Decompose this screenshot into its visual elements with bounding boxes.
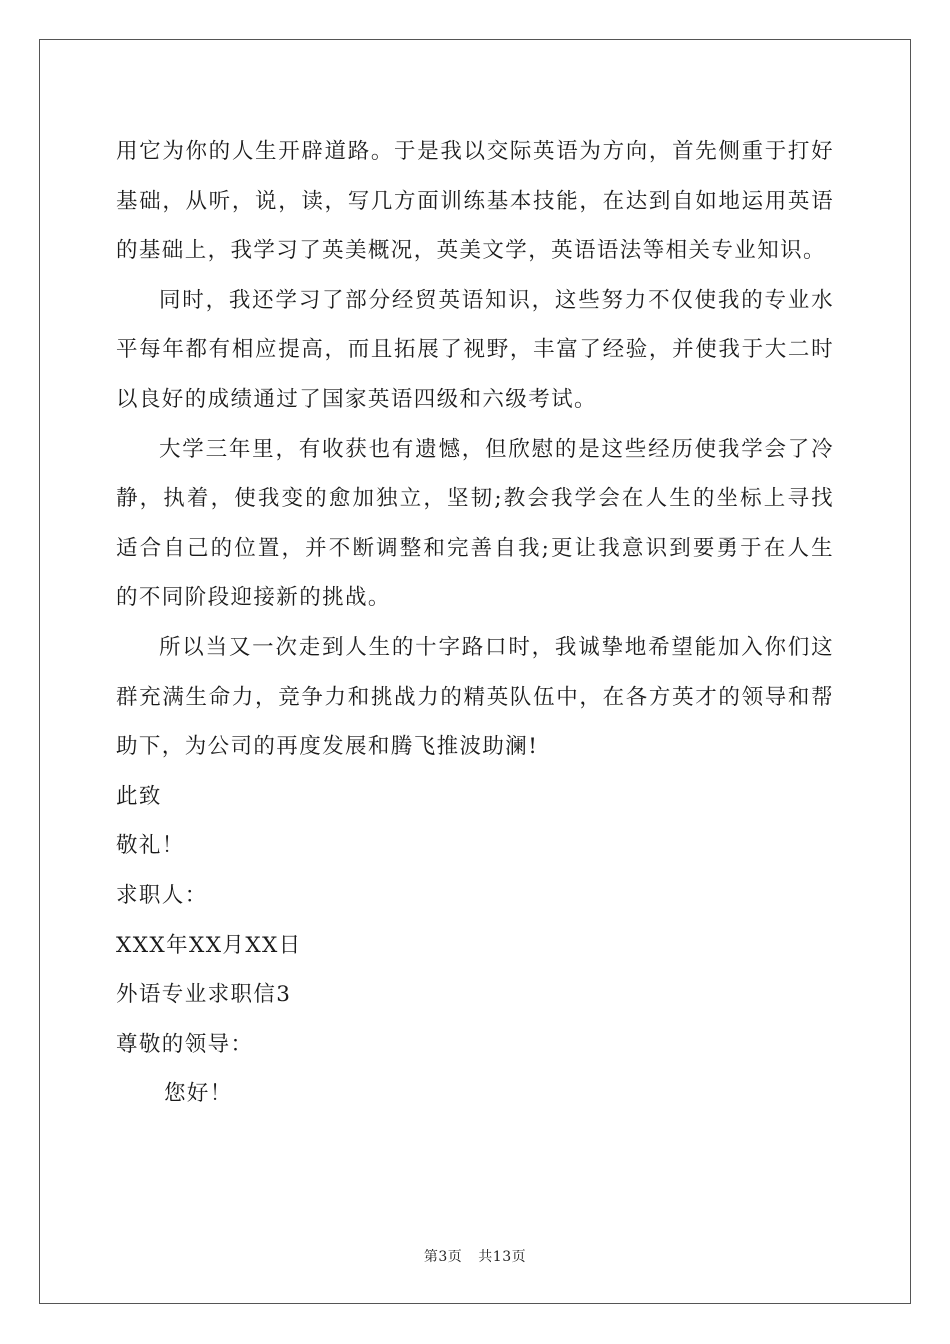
section-title: 外语专业求职信3	[116, 982, 292, 1008]
page-number: 第3页	[423, 1249, 463, 1265]
greeting-line: 尊敬的领导：	[116, 1031, 254, 1057]
paragraph-continued: 用它为你的人生开辟道路。于是我以交际英语为方向，首先侧重于打好基础，从听，说，读，写几方面训练基本技能，在达到自如地运用英语的基础上，我学习了英美概况，英美文学，英语语法等相关专业知识。	[116, 139, 834, 264]
closing-line: 此致	[116, 783, 162, 809]
salute-line: 敬礼！	[116, 833, 185, 859]
paragraph: 所以当又一次走到人生的十字路口时，我诚挚地希望能加入你们这群充满生命力，竞争力和挑战力的精英队伍中，在各方英才的领导和帮助下，为公司的再度发展和腾飞推波助澜!	[116, 634, 834, 760]
date-line: XXX年XX月XX日	[116, 932, 302, 958]
letter-body	[116, 127, 834, 1119]
signature-line: 求职人：	[116, 882, 208, 908]
paragraph: 大学三年里，有收获也有遗憾，但欣慰的是这些经历使我学会了冷静，执着，使我变的愈加独立，坚韧;教会我学会在人生的坐标上寻找适合自己的位置，并不断调整和完善自我;更让我意识到要勇于在人生的不同阶段迎接新的挑战。	[116, 436, 834, 611]
hello-line: 您好！	[164, 1081, 233, 1107]
page-footer	[0, 1246, 950, 1266]
paragraph: 同时，我还学习了部分经贸英语知识，这些努力不仅使我的专业水平每年都有相应提高，而且拓展了视野，丰富了经验，并使我于大二时以良好的成绩通过了国家英语四级和六级考试。	[116, 287, 834, 412]
page-total: 共13页	[478, 1249, 527, 1265]
